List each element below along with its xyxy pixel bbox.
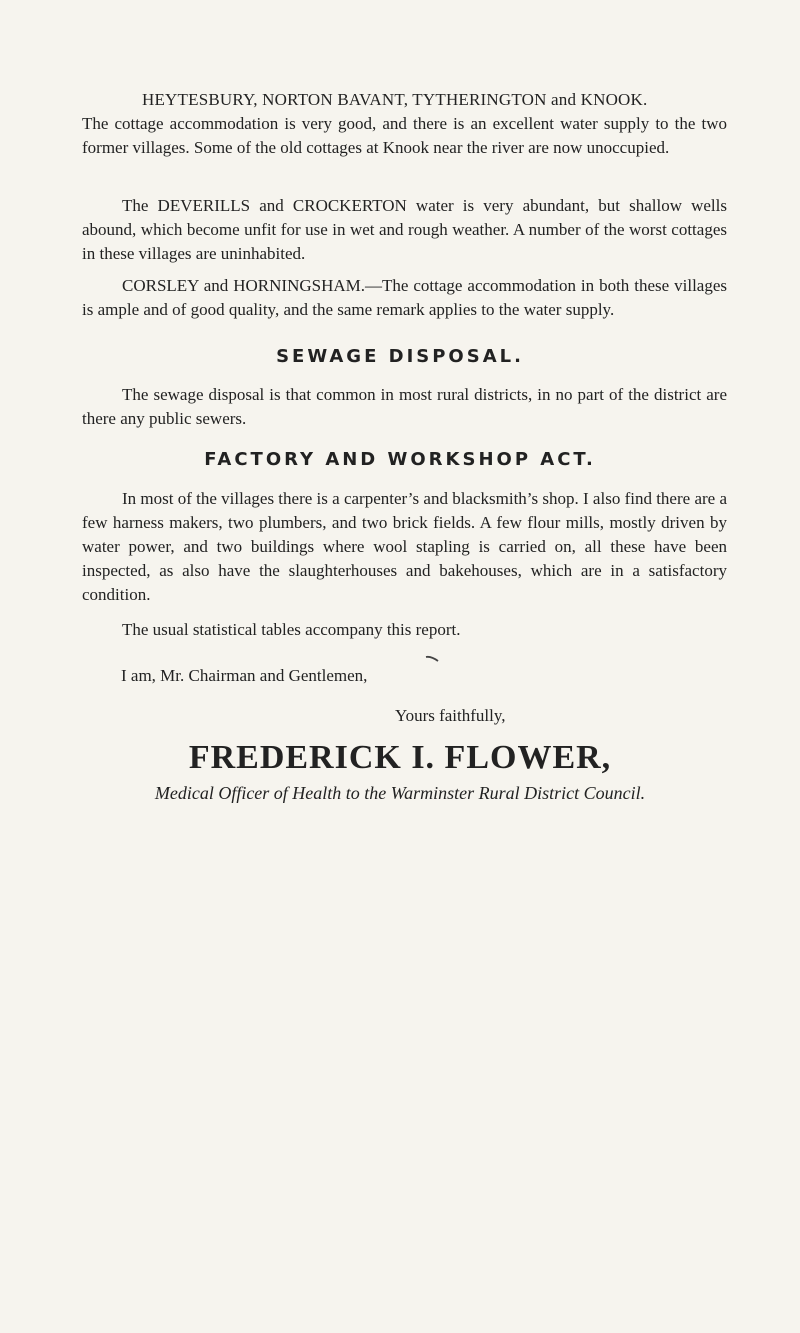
factory-workshop-heading: FACTORY AND WORKSHOP ACT. xyxy=(204,449,596,470)
paragraph-heytesbury: The cottage accommodation is very good, and there is an excellent water supply to the two former villages. Some of the old cottages at Knook near the river are now unoccupied. xyxy=(82,114,727,157)
paragraph-sewage: The sewage disposal is that common in most rural districts, in no part of the district are there any public sewers. xyxy=(82,385,727,428)
paragraph-deverills: The DEVERILLS and CROCKERTON water is very abundant, but shallow wells abound, which become unfit for use in wet and rough weather. A number of the worst cottages in these villages are uninhabited. xyxy=(82,196,727,263)
sewage-heading: SEWAGE DISPOSAL. xyxy=(276,346,524,367)
closing-sign-off: Yours faithfully, xyxy=(395,706,506,725)
heading-villages: HEYTESBURY, NORTON BAVANT, TYTHERINGTON and KNOOK. xyxy=(142,90,648,109)
closing-salutation: I am, Mr. Chairman and Gentlemen, xyxy=(121,666,368,685)
decorative-flourish xyxy=(425,655,439,663)
paragraph-factory-workshop: In most of the villages there is a carpenter’s and blacksmith’s shop. I also find there are a few harness makers, two plumbers, and two brick fields. A few flour mills, mostly driven by water power, and two buildings where wool stapling is carried on, all these have been inspected, as also have the slaughterhouses and bakehouses, which are in a satisfactory condition. xyxy=(82,489,727,604)
paragraph-corsley: CORSLEY and HORNINGSHAM.—The cottage accommodation in both these villages is ample and of good quality, and the same remark applies to the water supply. xyxy=(82,276,727,319)
paragraph-statistical-tables: The usual statistical tables accompany this report. xyxy=(122,620,461,639)
signature-name: FREDERICK I. FLOWER, xyxy=(188,739,612,776)
signature-title: Medical Officer of Health to the Warminster Rural District Council. xyxy=(154,783,646,803)
